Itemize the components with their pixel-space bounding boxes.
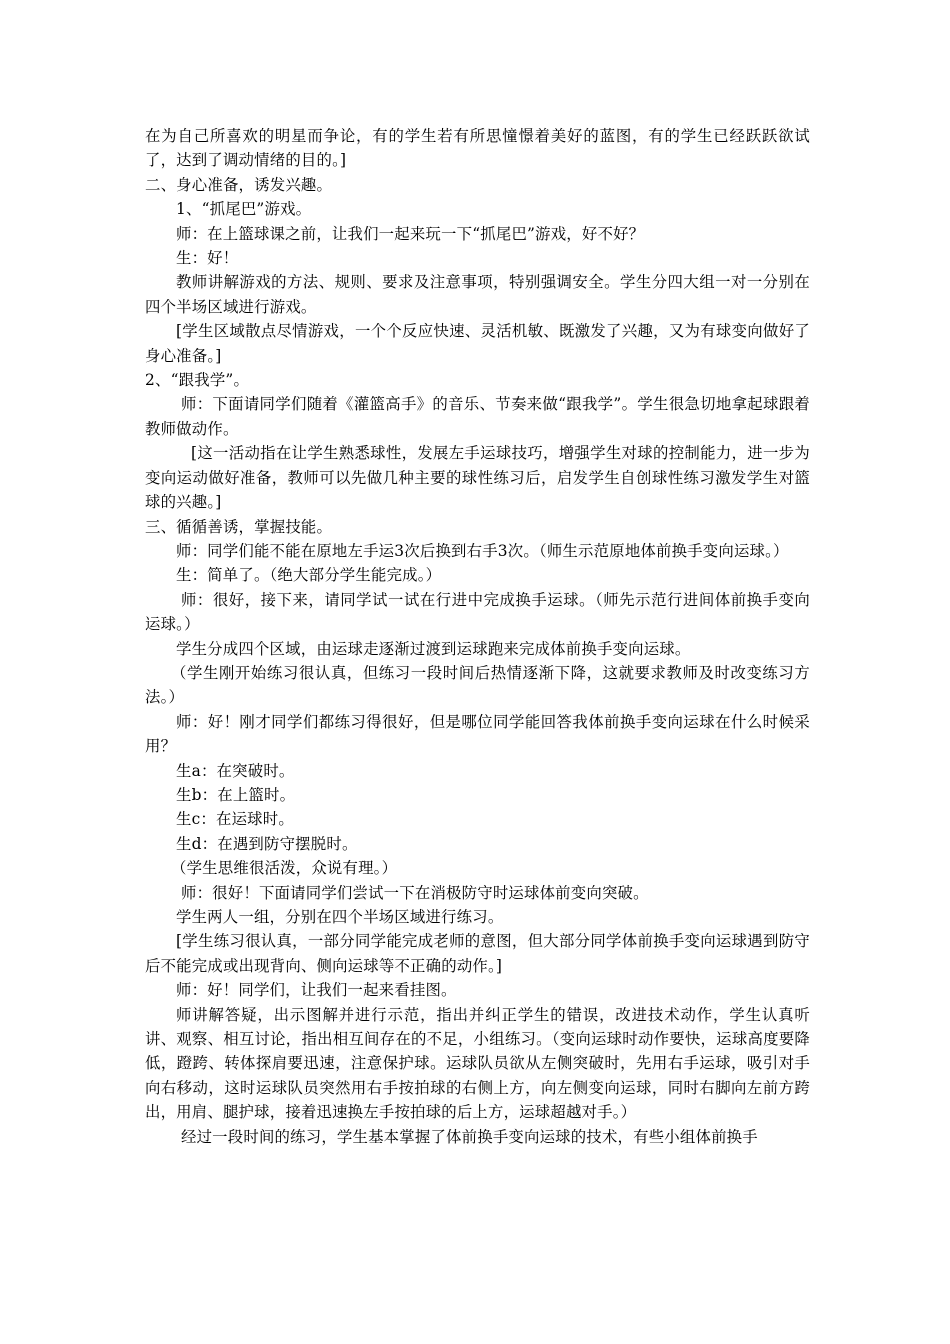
paragraph: 经过一段时间的练习，学生基本掌握了体前换手变向运球的技术，有些小组体前换手: [181, 1127, 758, 1146]
paragraph: [学生区域散点尽情游戏，一个个反应快速、灵活机敏、既激发了兴趣，又为有球变向做好了身心准备。]: [145, 322, 810, 365]
paragraph: [学生练习很认真，一部分同学能完成老师的意图，但大部分同学体前换手变向运球遇到防守后不能完成或出现背向、侧向运球等不正确的动作。]: [145, 932, 810, 975]
paragraph: 师：好！同学们，让我们一起来看挂图。: [176, 981, 457, 1000]
paragraph: 生：简单了。（绝大部分学生能完成。）: [176, 566, 442, 585]
paragraph: 教师讲解游戏的方法、规则、要求及注意事项，特别强调安全。学生分四大组一对一分别在四个半场区域进行游戏。: [145, 273, 810, 316]
paragraph: 师：很好，接下来，请同学试一试在行进中完成换手运球。（师先示范行进间体前换手变向运球。）: [145, 590, 810, 634]
paragraph: 师讲解答疑，出示图解并进行示范，指出并纠正学生的错误，改进技术动作，学生认真听讲、观察、相互讨论，指出相互间存在的不足，小组练习。（变向运球时动作要快，运球高度要降低，蹬跨、转体探肩要迅速，注意保护球。运球队员欲从左侧突破时，先用右手运球，吸引对手向右移动，这时运球队员突然用右手按拍球的右侧上方，向左侧变向运球，同时右脚向左前方跨出，用肩、腿护球，接着迅速换左手按拍球的后上方，运球超越对手。）: [145, 1005, 810, 1122]
paragraph: （学生思维很活泼，众说有理。）: [171, 859, 398, 878]
document-body: [145, 124, 810, 1149]
paragraph: 师：在上篮球课之前，让我们一起来玩一下“抓尾巴”游戏，好不好？: [176, 224, 645, 243]
paragraph: 师：好！刚才同学们都练习得很好，但是哪位同学能回答我体前换手变向运球在什么时候采用？: [145, 712, 810, 756]
paragraph: 二、身心准备，诱发兴趣。: [145, 175, 333, 194]
paragraph: 师：下面请同学们随着《灌篮高手》的音乐、节奏来做“跟我学”。学生很急切地拿起球跟着教师做动作。: [145, 395, 810, 438]
paragraph: [这一活动指在让学生熟悉球性，发展左手运球技巧，增强学生对球的控制能力，进一步为变向运动做好准备，教师可以先做几种主要的球性练习后，启发学生自创球性练习激发学生对篮球的兴趣。]: [145, 444, 810, 512]
paragraph: 生b：在上篮时。: [176, 785, 296, 804]
paragraph: 2、“跟我学”。: [145, 371, 250, 390]
paragraph: 学生两人一组，分别在四个半场区域进行练习。: [176, 908, 504, 926]
paragraph: 学生分成四个区域，由运球走逐渐过渡到运球跑来完成体前换手变向运球。: [176, 639, 691, 658]
paragraph: 生d：在遇到防守摆脱时。: [176, 834, 358, 853]
paragraph: 生c：在运球时。: [176, 810, 294, 829]
paragraph: 生a：在突破时。: [176, 761, 295, 780]
paragraph: （学生刚开始练习很认真，但练习一段时间后热情逐渐下降，这就要求教师及时改变练习方法。）: [145, 663, 810, 707]
paragraph: 生：好！: [176, 249, 239, 268]
paragraph: 师：很好！下面请同学们尝试一下在消极防守时运球体前变向突破。: [181, 883, 649, 902]
paragraph: 1、“抓尾巴”游戏。: [176, 200, 312, 219]
paragraph: 师：同学们能不能在原地左手运3次后换到右手3次。（师生示范原地体前换手变向运球。）: [176, 541, 789, 560]
paragraph: 在为自己所喜欢的明星而争论，有的学生若有所思憧憬着美好的蓝图，有的学生已经跃跃欲试了，达到了调动情绪的目的。]: [145, 127, 810, 170]
paragraph: 三、循循善诱，掌握技能。: [145, 517, 333, 536]
